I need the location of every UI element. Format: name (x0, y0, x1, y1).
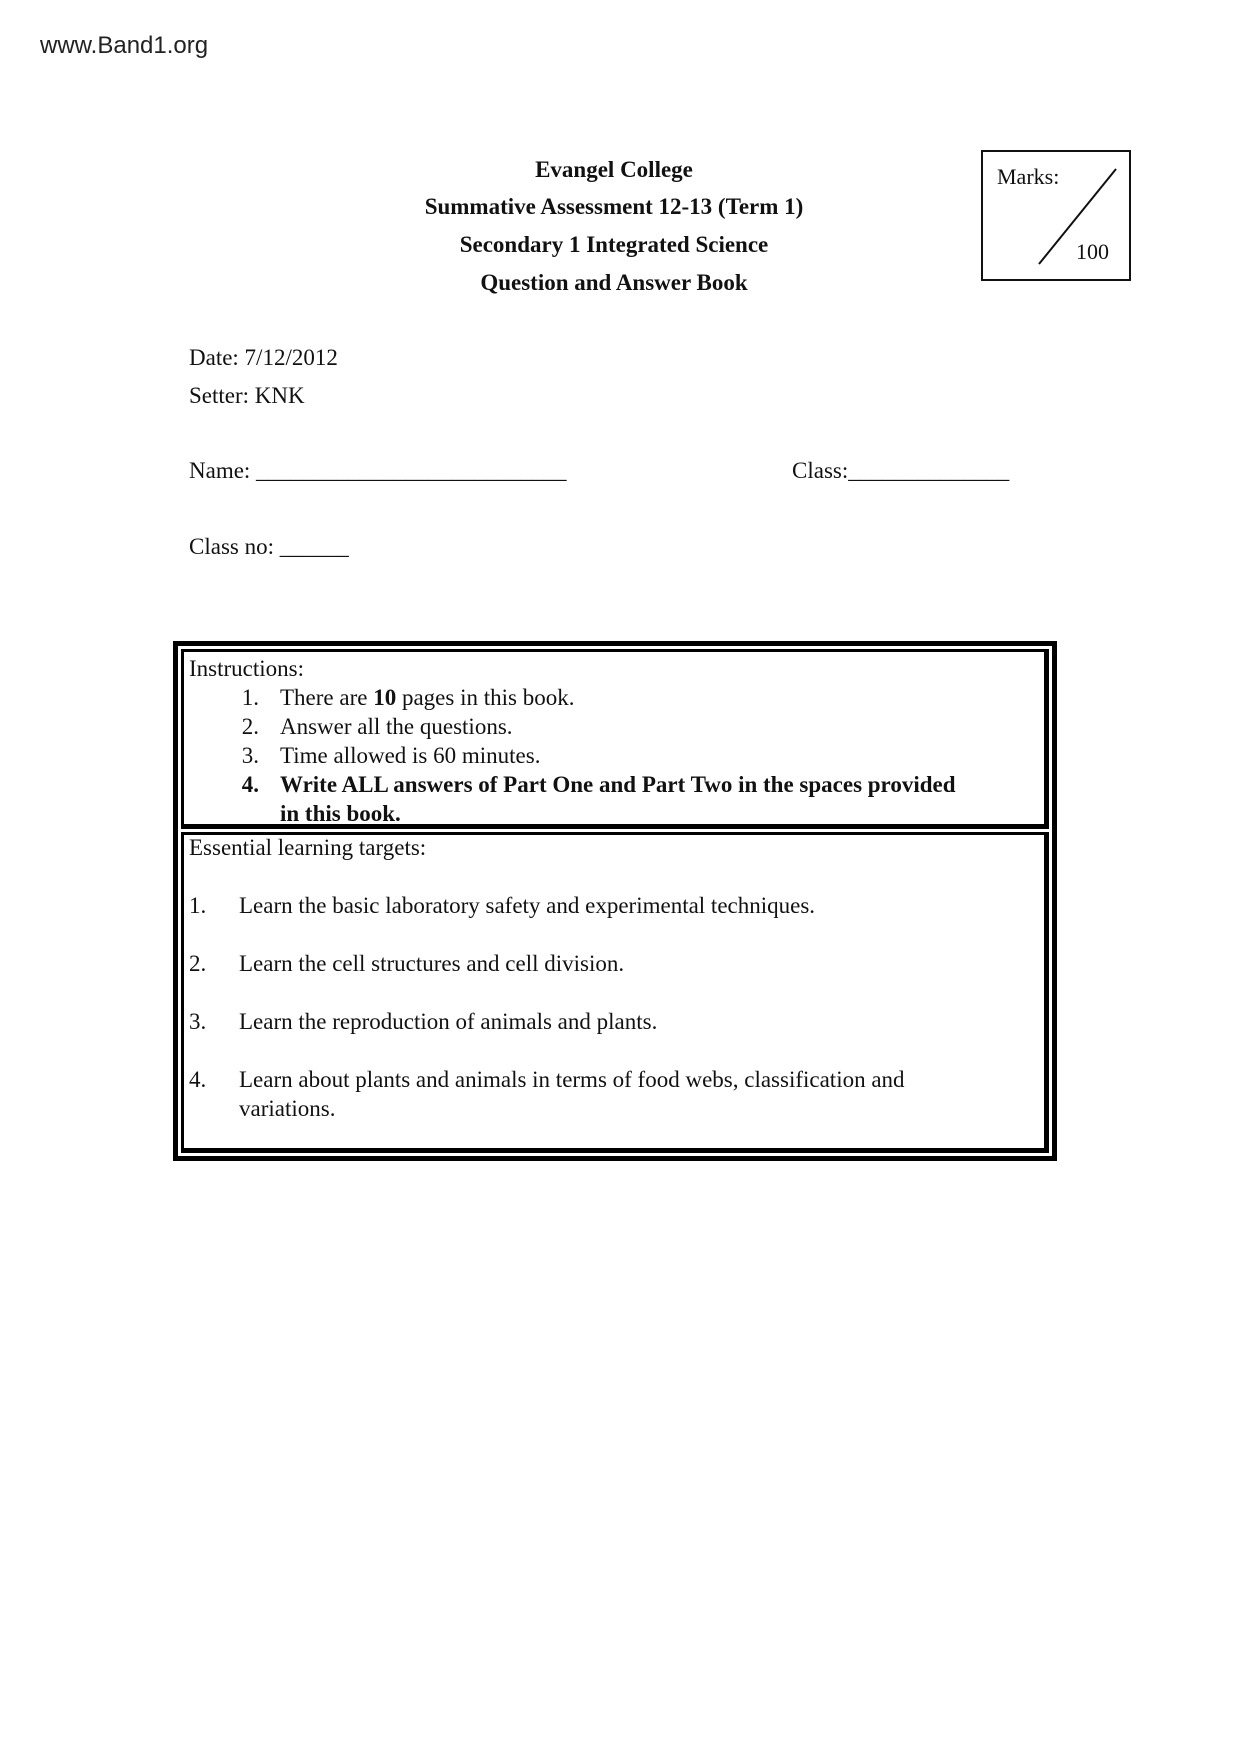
item-number: 2. (241, 714, 259, 739)
item-number: 3. (241, 743, 259, 768)
subject-title: Secondary 1 Integrated Science (459, 232, 769, 257)
target-item: Learn the basic laboratory safety and experimental techniques. (239, 893, 816, 918)
instruction-item: Write ALL answers of Part One and Part Two in the spaces provided (280, 772, 956, 797)
item-number: 1. (189, 893, 207, 918)
item-number: 4. (241, 772, 259, 797)
target-item: Learn the reproduction of animals and plants. (239, 1009, 658, 1034)
instruction-item-cont: in this book. (280, 801, 401, 826)
class-field[interactable]: Class:______________ (792, 458, 1010, 483)
name-field[interactable]: Name: ___________________________ (189, 458, 567, 483)
book-title: Question and Answer Book (480, 270, 748, 295)
target-item-cont: variations. (239, 1096, 336, 1121)
exam-date: Date: 7/12/2012 (189, 345, 338, 370)
watermark: www.Band1.org (40, 32, 209, 59)
page-count: 10 (373, 685, 397, 710)
instructions-heading: Instructions: (189, 656, 304, 681)
school-name: Evangel College (535, 157, 693, 182)
instructions-box (181, 649, 1049, 829)
assessment-title: Summative Assessment 12-13 (Term 1) (424, 194, 804, 219)
item-number: 4. (189, 1067, 207, 1092)
instructions-frame (173, 641, 1057, 1161)
setter: Setter: KNK (189, 383, 305, 408)
targets-box (181, 832, 1049, 1153)
target-item: Learn the cell structures and cell division. (239, 951, 625, 976)
instruction-item: Answer all the questions. (280, 714, 513, 739)
class-no-field[interactable]: Class no: ______ (189, 534, 349, 559)
marks-box (981, 150, 1131, 281)
item-number: 3. (189, 1009, 207, 1034)
marks-total: 100 (1076, 239, 1109, 264)
target-item: Learn about plants and animals in terms of food webs, classification and (239, 1067, 905, 1092)
marks-label: Marks: (997, 164, 1060, 189)
item-number: 2. (189, 951, 207, 976)
instruction-item: Time allowed is 60 minutes. (280, 743, 541, 768)
instruction-item (280, 685, 574, 711)
targets-heading: Essential learning targets: (189, 835, 427, 860)
item-number: 1. (241, 685, 259, 710)
text: pages in this book. (396, 685, 575, 710)
text: There are (280, 685, 374, 710)
